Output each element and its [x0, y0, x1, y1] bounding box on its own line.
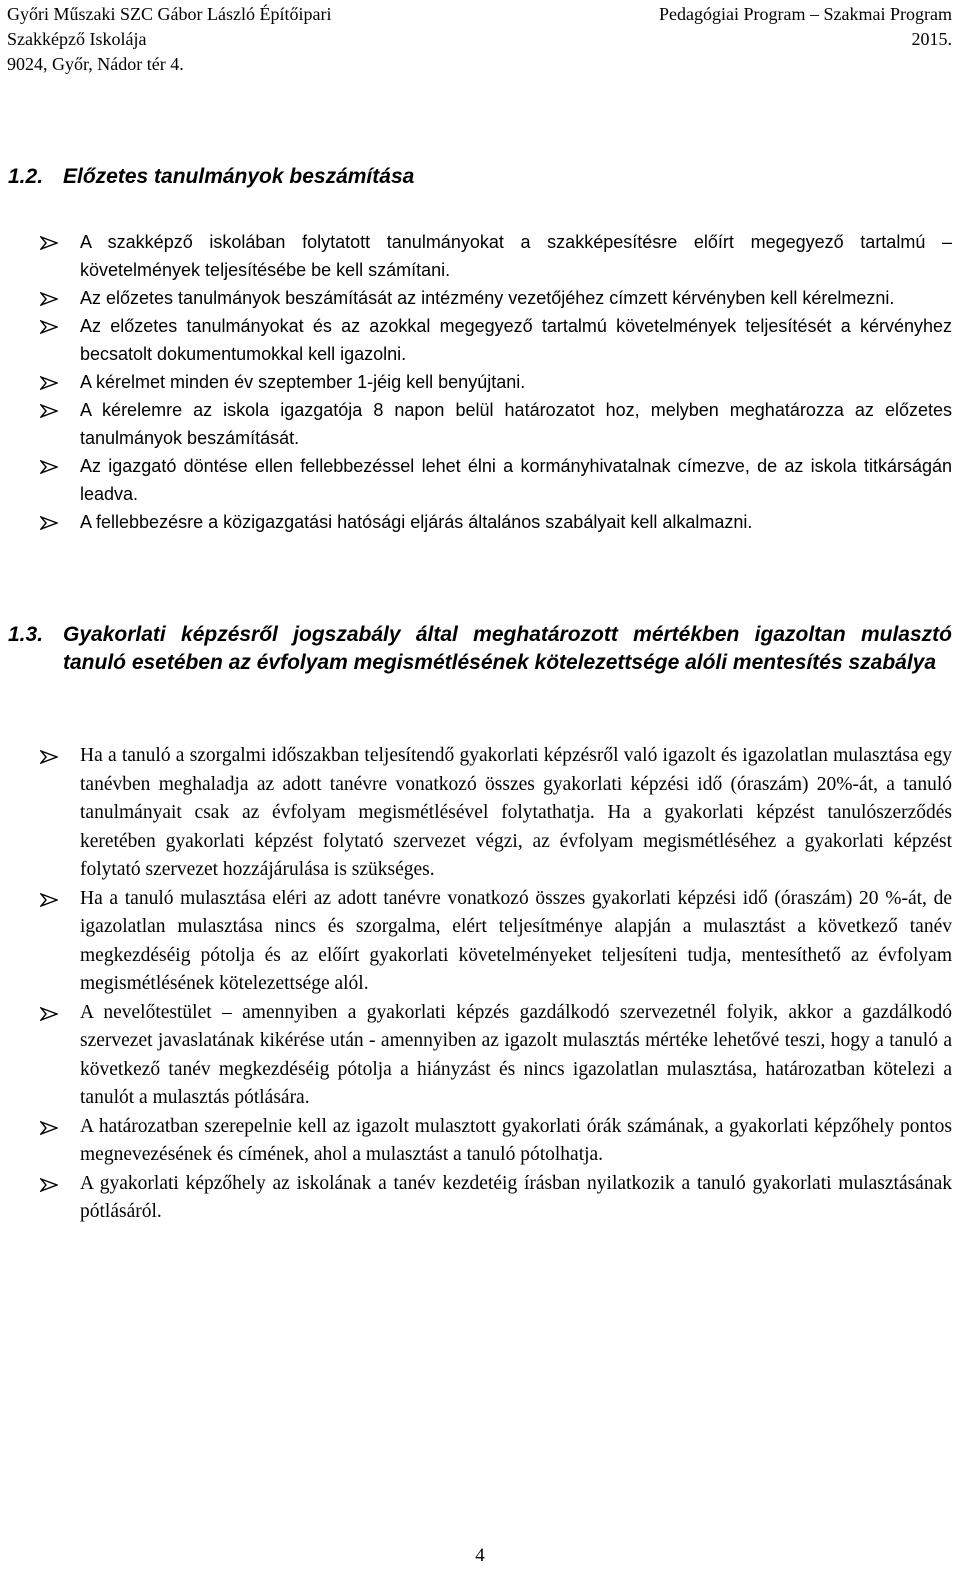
section-1-2-list [40, 228, 952, 536]
section-number: 1.3. [8, 623, 44, 646]
section-1-3-list [40, 742, 952, 1227]
list-item: Az igazgató döntése ellen fellebbezéssel lehet élni a kormányhivatalnak címezve, de az iskola titkárságán leadva. [40, 452, 952, 508]
arrow-bullet-icon [40, 376, 60, 391]
header-right-line-2: 2015. [911, 29, 952, 49]
list-item: Ha a tanuló mulasztása eléri az adott tanévre vonatkozó összes gyakorlati képzési idő (óraszám) 20 %-át, de igazolatlan mulasztása nincs és szorgalma, elért teljesítménye alapján a mulasztást a következő tanév megkezdéséig pótolja és az előírt gyakorlati követelményeket teljesíteni tudja, mentesíthető az évfolyam megismétlésének kötelezettsége alól. [40, 885, 952, 999]
header-left-line-2: Szakképző Iskolája [7, 29, 147, 49]
list-item: A fellebbezésre a közigazgatási hatósági eljárás általános szabályait kell alkalmazni. [40, 508, 952, 536]
header-left-line-3: 9024, Győr, Nádor tér 4. [7, 54, 184, 74]
section-title: Előzetes tanulmányok beszámítása [63, 165, 415, 188]
arrow-bullet-icon [40, 1007, 60, 1022]
arrow-bullet-icon [40, 1178, 60, 1193]
header-institution [7, 2, 331, 77]
list-item: A kérelmet minden év szeptember 1-jéig kell benyújtani. [40, 368, 952, 396]
section-title: Gyakorlati képzésről jogszabály által meghatározott mértékben igazoltan mulasztó tanuló esetében az évfolyam megismétlésének kötelezettsége alóli mentesítés szabálya [63, 623, 952, 674]
section-number: 1.2. [8, 165, 44, 188]
list-item: Az előzetes tanulmányok beszámítását az intézmény vezetőjéhez címzett kérvényben kell kérelmezni. [40, 284, 952, 312]
section-heading-1-2 [8, 163, 952, 191]
arrow-bullet-icon [40, 893, 60, 908]
header-right-line-1: Pedagógiai Program – Szakmai Program [659, 4, 952, 24]
section-heading-1-3 [8, 621, 952, 677]
list-item: A szakképző iskolában folytatott tanulmányokat a szakképesítésre előírt megegyező tartalmú – követelmények teljesítésébe be kell számítani. [40, 228, 952, 284]
arrow-bullet-icon [40, 404, 60, 419]
arrow-bullet-icon [40, 320, 60, 335]
page-number: 4 [475, 1545, 485, 1566]
list-item: A nevelőtestület – amennyiben a gyakorlati képzés gazdálkodó szervezetnél folyik, akkor a gazdálkodó szervezet javaslatának kikérése után - amennyiben az igazolt mulasztás mértéke lehetővé teszi, hogy a tanuló a következő tanév megkezdéséig pótolja a hiányzást és nincs igazolatlan mulasztása, határozatban kötelezi a tanulót a mulasztás pótlására. [40, 999, 952, 1113]
arrow-bullet-icon [40, 292, 60, 307]
list-item: A gyakorlati képzőhely az iskolának a tanév kezdetéig írásban nyilatkozik a tanuló gyakorlati mulasztásának pótlásáról. [40, 1170, 952, 1227]
list-item: Az előzetes tanulmányokat és az azokkal megegyező tartalmú követelmények teljesítését a kérvényhez becsatolt dokumentumokkal kell igazolni. [40, 312, 952, 368]
arrow-bullet-icon [40, 516, 60, 531]
arrow-bullet-icon [40, 750, 60, 765]
list-item: A kérelemre az iskola igazgatója 8 napon belül határozatot hoz, melyben meghatározza az előzetes tanulmányok beszámítását. [40, 396, 952, 452]
arrow-bullet-icon [40, 460, 60, 475]
list-item: A határozatban szerepelnie kell az igazolt mulasztott gyakorlati órák számának, a gyakorlati képzőhely pontos megnevezésének és címének, ahol a mulasztást a tanuló pótolhatja. [40, 1113, 952, 1170]
list-item: Ha a tanuló a szorgalmi időszakban teljesítendő gyakorlati képzésről való igazolt és igazolatlan mulasztása egy tanévben meghaladja az adott tanévre vonatkozó összes gyakorlati képzési idő (óraszám) 20%-át, a tanuló tanulmányait csak az évfolyam megismétlésével folytathatja. Ha a gyakorlati képzést tanulószerződés keretében gyakorlati képzést folytató szervezet végzi, az évfolyam megismétléséhez a gyakorlati képzést folytató szervezet hozzájárulása is szükséges. [40, 742, 952, 885]
arrow-bullet-icon [40, 1121, 60, 1136]
header-left-line-1: Győri Műszaki SZC Gábor László Építőipari [7, 4, 332, 24]
arrow-bullet-icon [40, 236, 60, 251]
header-program [659, 2, 952, 52]
